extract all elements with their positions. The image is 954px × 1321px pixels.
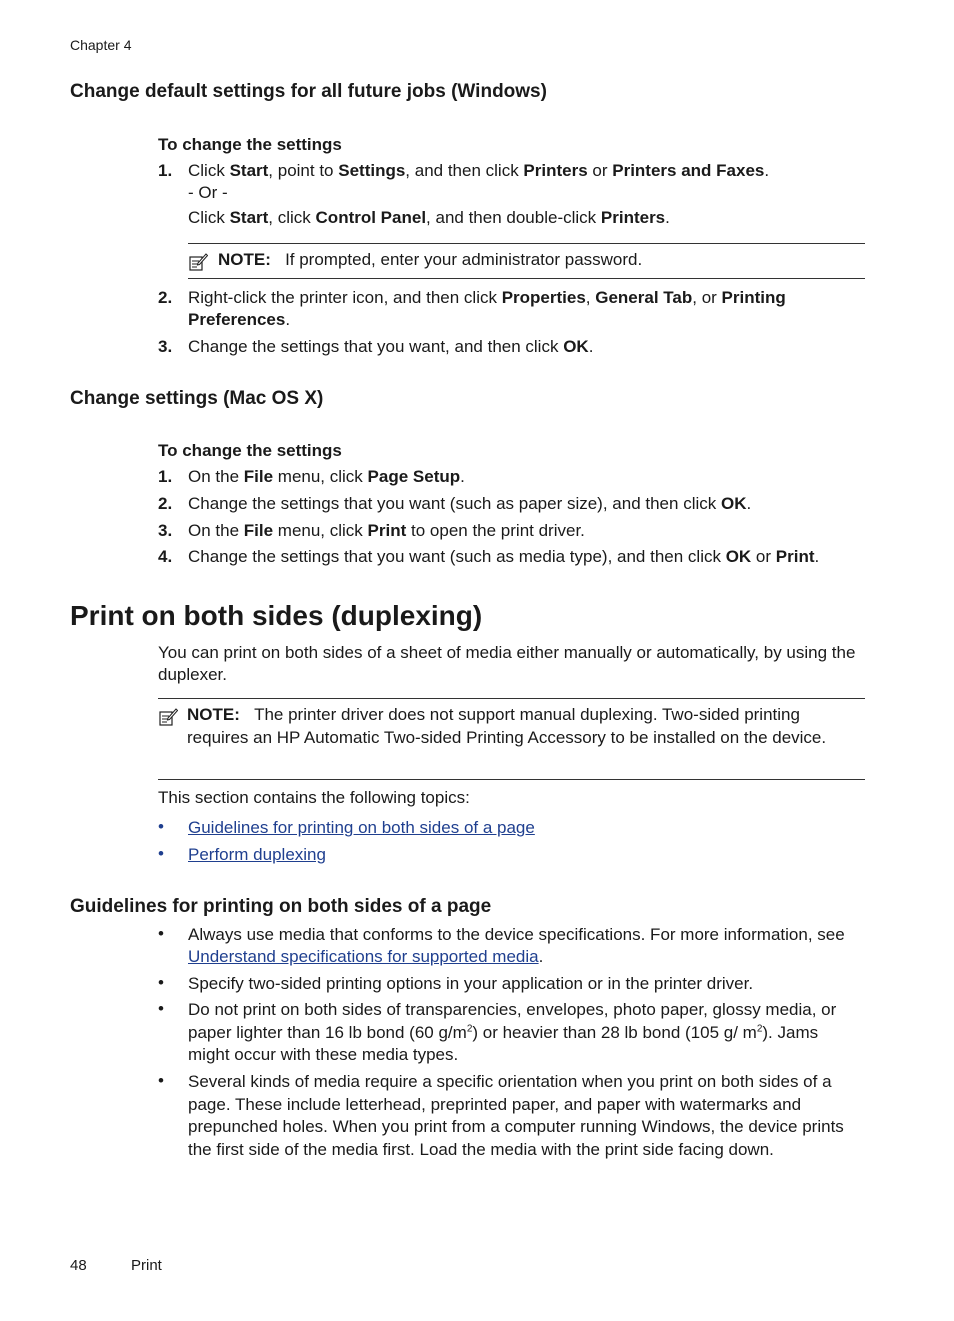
- note-rule-bottom: [188, 278, 865, 279]
- step-number: 1.: [158, 161, 173, 180]
- step-number: 3.: [158, 521, 173, 540]
- or-separator: - Or -: [188, 183, 228, 202]
- step-number: 1.: [158, 467, 173, 486]
- note-icon: [158, 707, 178, 727]
- step-number: 4.: [158, 547, 173, 566]
- guideline-1: Always use media that conforms to the device specifications. For more information, see Understand specifications for supported media.: [188, 925, 845, 966]
- step-number: 2.: [158, 494, 173, 513]
- topics-intro: This section contains the following topics:: [158, 788, 470, 807]
- duplex-intro: You can print on both sides of a sheet of media either manually or automatically, by using the duplexer.: [158, 643, 856, 684]
- note-icon: [188, 252, 208, 272]
- note-rule-bottom: [158, 779, 865, 780]
- note-duplex: NOTE: The printer driver does not support manual duplexing. Two-sided printing requires an HP Automatic Two-sided Printing Accessory to be installed on the device.: [187, 705, 827, 747]
- guideline-2: Specify two-sided printing options in your application or in the printer driver.: [188, 974, 754, 993]
- chapter-label: Chapter 4: [70, 37, 132, 53]
- subhead-windows: To change the settings: [158, 135, 342, 154]
- step-1-mac: On the File menu, click Page Setup.: [188, 467, 465, 486]
- step-3-windows: Change the settings that you want, and then click OK.: [188, 337, 594, 356]
- page-title-duplexing: Print on both sides (duplexing): [70, 600, 483, 631]
- note-windows: NOTE: If prompted, enter your administrator password.: [218, 250, 643, 269]
- footer-section: Print: [131, 1257, 162, 1274]
- guideline-4: Several kinds of media require a specific orientation when you print on both sides of a page. These include letterhead, preprinted paper, and paper with watermarks and prepunched holes. When you print from a computer running Windows, the device prints the first side of the media first. Load the media with the print side facing down.: [188, 1072, 844, 1159]
- step-number: 2.: [158, 288, 173, 307]
- link-media-specs[interactable]: Understand specifications for supported media: [188, 947, 539, 966]
- bullet: •: [158, 973, 164, 992]
- bullet: •: [158, 1071, 164, 1090]
- guideline-3: Do not print on both sides of transparencies, envelopes, photo paper, glossy media, or paper lighter than 16 lb bond (60 $g/m^2$) or heavier than 28 lb bond (105 g/ $m^2$). Jams might occur with these media types.: [188, 1000, 837, 1064]
- step-4-mac: Change the settings that you want (such as media type), and then click OK or Print.: [188, 547, 820, 566]
- step-2-mac: Change the settings that you want (such as paper size), and then click OK.: [188, 494, 752, 513]
- subhead-mac: To change the settings: [158, 441, 342, 460]
- topic-link-perform-duplexing[interactable]: Perform duplexing: [188, 845, 326, 864]
- bullet: •: [158, 999, 164, 1018]
- step-3-mac: On the File menu, click Print to open the print driver.: [188, 521, 585, 540]
- note-rule-top: [158, 698, 865, 699]
- bullet: •: [158, 844, 164, 863]
- bullet: •: [158, 924, 164, 943]
- step-number: 3.: [158, 337, 173, 356]
- topic-link-guidelines[interactable]: Guidelines for printing on both sides of a page: [188, 818, 535, 837]
- section-title-mac: Change settings (Mac OS X): [70, 388, 324, 409]
- section-title-guidelines: Guidelines for printing on both sides of a page: [70, 896, 492, 917]
- step-1-windows: Click Start, point to Settings, and then click Printers or Printers and Faxes. - Or - Click Start, click Control Panel, and then double-click Printers.: [188, 161, 770, 227]
- step-2-windows: Right-click the printer icon, and then click Properties, General Tab, or Printing Preferences.: [188, 288, 786, 329]
- note-rule-top: [188, 243, 865, 244]
- page-number: 48: [70, 1257, 87, 1274]
- bullet: •: [158, 817, 164, 836]
- section-title-windows: Change default settings for all future jobs (Windows): [70, 81, 547, 102]
